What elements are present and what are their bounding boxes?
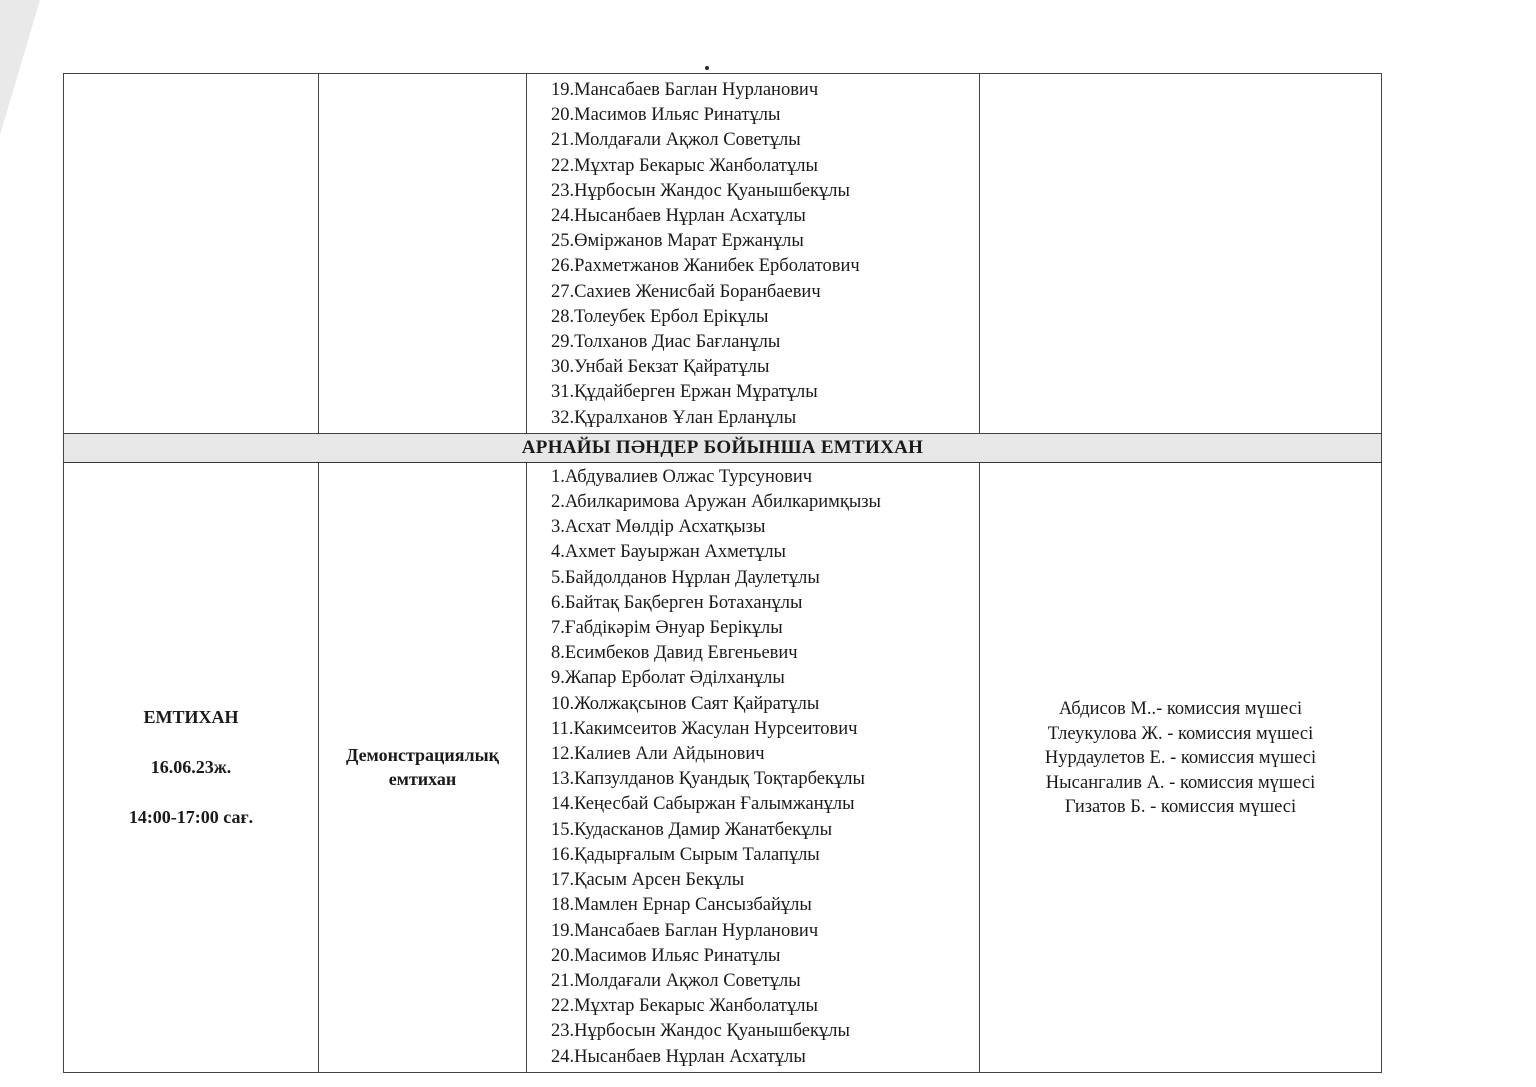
continued-commission-cell bbox=[980, 74, 1382, 434]
exam-label: ЕМТИХАН bbox=[143, 707, 239, 728]
student-name: 24.Нысанбаев Нұрлан Асхатұлы bbox=[551, 206, 806, 227]
student-name: 22.Мұхтар Бекарыс Жанболатұлы bbox=[551, 996, 818, 1017]
student-name: 15.Кудасканов Дамир Жанатбекұлы bbox=[551, 819, 833, 840]
student-name: 8.Есимбеков Давид Евгеньевич bbox=[551, 643, 798, 664]
section-title: АРНАЙЫ ПӘНДЕР БОЙЫНША ЕМТИХАН bbox=[64, 433, 1382, 462]
student-name: 11.Какимсеитов Жасулан Нурсеитович bbox=[551, 718, 858, 739]
commission-member: Тлеукулова Ж. - комиссия мүшесі bbox=[1047, 723, 1314, 744]
student-name: 4.Ахмет Бауыржан Ахметұлы bbox=[551, 542, 786, 563]
exam-schedule-table bbox=[63, 73, 1382, 1073]
scan-corner-shadow bbox=[0, 0, 40, 135]
student-name: 17.Қасым Арсен Бекұлы bbox=[551, 870, 745, 891]
student-name: 21.Молдағали Ақжол Советұлы bbox=[551, 970, 801, 991]
continued-exam-cell bbox=[64, 74, 319, 434]
student-name: 24.Нысанбаев Нұрлан Асхатұлы bbox=[551, 1046, 806, 1067]
student-name: 10.Жолжақсынов Саят Қайратұлы bbox=[551, 693, 820, 714]
student-name: 18.Мамлен Ернар Сансызбайұлы bbox=[551, 895, 812, 916]
exam-type-line2: емтихан bbox=[388, 769, 457, 790]
student-name: 31.Құдайберген Ержан Мұратұлы bbox=[551, 382, 818, 403]
exam-row bbox=[64, 462, 1382, 1072]
student-name: 26.Рахметжанов Жанибек Ерболатович bbox=[551, 256, 860, 277]
student-name: 28.Толеубек Ербол Ерікұлы bbox=[551, 306, 769, 327]
student-name: 19.Мансабаев Баглан Нурланович bbox=[551, 920, 819, 941]
student-name: 21.Молдағали Ақжол Советұлы bbox=[551, 130, 801, 151]
student-name: 29.Толханов Диас Бағланұлы bbox=[551, 332, 781, 353]
student-name: 27.Сахиев Женисбай Боранбаевич bbox=[551, 281, 821, 302]
exam-info-cell bbox=[64, 462, 319, 1072]
student-name: 5.Байдолданов Нұрлан Даулетұлы bbox=[551, 567, 820, 588]
student-name: 30.Унбай Бекзат Қайратұлы bbox=[551, 357, 770, 378]
student-name: 13.Капзулданов Қуандық Тоқтарбекұлы bbox=[551, 769, 865, 790]
commission-member: Нысангалив А. - комиссия мүшесі bbox=[1045, 772, 1316, 793]
exam-names-cell bbox=[527, 462, 980, 1072]
exam-type-cell bbox=[319, 462, 527, 1072]
commission-list bbox=[980, 697, 1381, 838]
exam-date: 16.06.23ж. bbox=[150, 757, 232, 778]
exam-time: 14:00-17:00 сағ. bbox=[128, 807, 254, 828]
student-list-continued bbox=[527, 74, 979, 433]
commission-member: Гизатов Б. - комиссия мүшесі bbox=[1064, 797, 1297, 818]
commission-member: Абдисов М..- комиссия мүшесі bbox=[1058, 699, 1303, 720]
exam-type-line1: Демонстрациялық bbox=[345, 745, 500, 766]
student-name: 19.Мансабаев Баглан Нурланович bbox=[551, 80, 819, 100]
student-name: 12.Калиев Али Айдынович bbox=[551, 744, 765, 765]
student-name: 14.Кеңесбай Сабыржан Ғалымжанұлы bbox=[551, 794, 855, 815]
student-name: 2.Абилкаримова Аружан Абилкаримқызы bbox=[551, 492, 881, 513]
student-list bbox=[527, 463, 979, 1072]
student-name: 23.Нұрбосын Жандос Қуанышбекұлы bbox=[551, 180, 850, 201]
student-name: 22.Мұхтар Бекарыс Жанболатұлы bbox=[551, 155, 818, 176]
student-name: 3.Асхат Мөлдір Асхатқызы bbox=[551, 517, 766, 538]
commission-member: Нурдаулетов Е. - комиссия мүшесі bbox=[1044, 748, 1317, 769]
student-name: 16.Қадырғалым Сырым Талапұлы bbox=[551, 844, 820, 865]
student-name: 32.Құралханов Ұлан Ерланұлы bbox=[551, 407, 797, 428]
student-name: 1.Абдувалиев Олжас Турсунович bbox=[551, 466, 813, 487]
commission-cell bbox=[980, 462, 1382, 1072]
continued-type-cell bbox=[319, 74, 527, 434]
student-name: 25.Өміржанов Марат Ержанұлы bbox=[551, 231, 804, 252]
student-name: 6.Байтақ Бақберген Ботаханұлы bbox=[551, 592, 803, 613]
student-name: 20.Масимов Ильяс Ринатұлы bbox=[551, 945, 781, 966]
student-name: 7.Ғабдікәрім Әнуар Берікұлы bbox=[551, 618, 783, 639]
student-name: 23.Нұрбосын Жандос Қуанышбекұлы bbox=[551, 1021, 850, 1042]
continued-row bbox=[64, 74, 1382, 434]
scan-dot-mark bbox=[705, 66, 709, 70]
continued-names-cell bbox=[527, 74, 980, 434]
student-name: 9.Жапар Ерболат Әділханұлы bbox=[551, 668, 785, 689]
section-header-row bbox=[64, 433, 1382, 462]
student-name: 20.Масимов Ильяс Ринатұлы bbox=[551, 105, 781, 126]
